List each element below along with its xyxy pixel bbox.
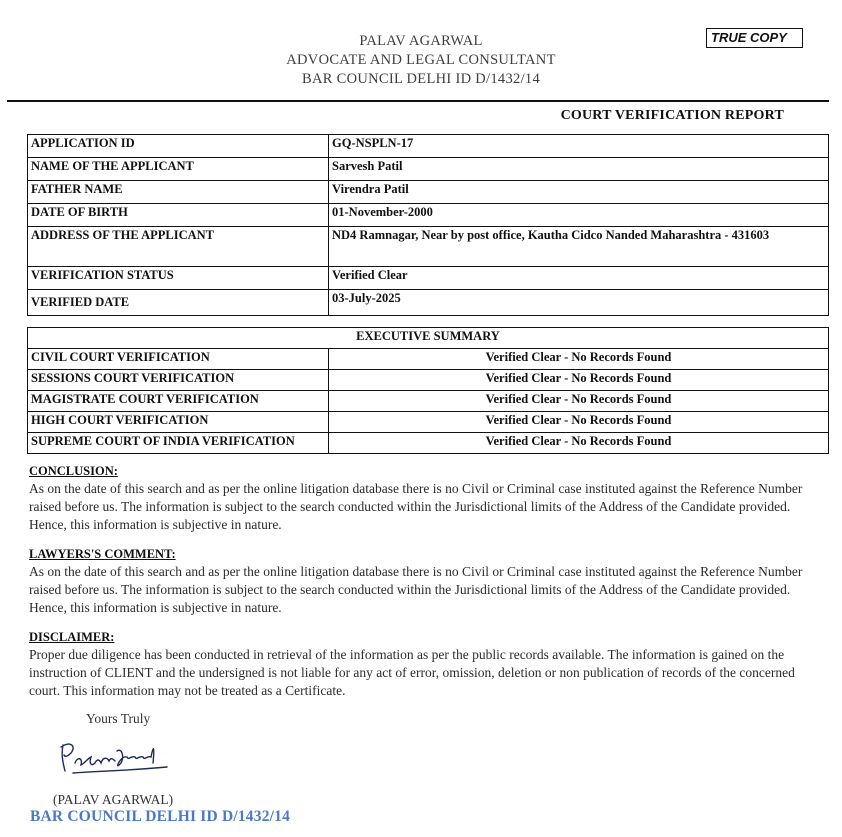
summary-label: SESSIONS COURT VERIFICATION (28, 370, 329, 391)
summary-label: MAGISTRATE COURT VERIFICATION (28, 391, 329, 412)
closing-salutation: Yours Truly (86, 711, 151, 726)
summary-value: Verified Clear - No Records Found (329, 391, 829, 412)
detail-value: 03-July-2025 (329, 290, 829, 316)
summary-value: Verified Clear - No Records Found (329, 370, 829, 391)
table-header-row (28, 328, 829, 349)
advocate-name: PALAV AGARWAL (359, 33, 483, 49)
summary-label: SUPREME COURT OF INDIA VERIFICATION (28, 433, 329, 454)
summary-value: Verified Clear - No Records Found (329, 433, 829, 454)
signatory-bar-council-id: BAR COUNCIL DELHI ID D/1432/14 (30, 808, 291, 825)
detail-value: Verified Clear (329, 267, 829, 290)
detail-label: VERIFIED DATE (28, 290, 329, 316)
table-row (28, 370, 829, 391)
executive-summary-table (27, 327, 829, 454)
lawyers-comment-section (29, 545, 819, 617)
summary-value: Verified Clear - No Records Found (329, 349, 829, 370)
disclaimer-section (29, 628, 819, 700)
table-row (28, 158, 829, 181)
detail-label: APPLICATION ID (28, 135, 329, 158)
lawyers-comment-text: As on the date of this search and as per the online litigation database there is no Civil or Criminal case instituted against the Reference Number raised before us. The information is subject to the search conducted within the Jurisdictional limits of the Address of the Candidate provided. Hence, this information is subjective in nature. (29, 564, 803, 615)
detail-label: FATHER NAME (28, 181, 329, 204)
detail-value: 01-November-2000 (329, 204, 829, 227)
applicant-details-table (27, 134, 829, 316)
summary-value: Verified Clear - No Records Found (329, 412, 829, 433)
table-row (28, 391, 829, 412)
detail-label: NAME OF THE APPLICANT (28, 158, 329, 181)
signatory-name: (PALAV AGARWAL) (53, 792, 174, 807)
handwritten-signature (55, 733, 175, 783)
disclaimer-title: DISCLAIMER: (29, 630, 115, 644)
conclusion-section (29, 462, 819, 534)
advocate-designation: ADVOCATE AND LEGAL CONSULTANT (286, 52, 556, 68)
table-row (28, 290, 829, 316)
header-bar-council-id: BAR COUNCIL DELHI ID D/1432/14 (301, 71, 541, 87)
lawyers-comment-title: LAWYERS'S COMMENT: (29, 547, 176, 561)
summary-heading: EXECUTIVE SUMMARY (28, 328, 829, 349)
table-row (28, 267, 829, 290)
conclusion-title: CONCLUSION: (29, 464, 118, 478)
header-divider (7, 100, 829, 102)
conclusion-text: As on the date of this search and as per the online litigation database there is no Civil or Criminal case instituted against the Reference Number raised before us. The information is subject to the search conducted within the Jurisdictional limits of the Address of the Candidate provided. Hence, this information is subjective in nature. (29, 481, 803, 532)
table-row (28, 181, 829, 204)
table-row (28, 227, 829, 267)
table-row (28, 412, 829, 433)
detail-value: ND4 Ramnagar, Near by post office, Kautha Cidco Nanded Maharashtra - 431603 (329, 227, 829, 267)
true-copy-stamp: TRUE COPY (706, 28, 803, 48)
summary-label: HIGH COURT VERIFICATION (28, 412, 329, 433)
detail-value: Sarvesh Patil (329, 158, 829, 181)
table-row (28, 204, 829, 227)
table-row (28, 135, 829, 158)
report-title-text: COURT VERIFICATION REPORT (560, 108, 784, 123)
disclaimer-text: Proper due diligence has been conducted in retrieval of the information as per the public records available. The information is gained on the instruction of CLIENT and the undersigned is not liable for any act of error, omission, deletion or non publication of records of the concerned court. This information may not be treated as a Certificate. (29, 647, 795, 698)
detail-label: DATE OF BIRTH (28, 204, 329, 227)
detail-label: ADDRESS OF THE APPLICANT (28, 227, 329, 267)
report-title (0, 108, 784, 124)
detail-value: Virendra Patil (329, 181, 829, 204)
table-row (28, 349, 829, 370)
summary-label: CIVIL COURT VERIFICATION (28, 349, 329, 370)
detail-label: VERIFICATION STATUS (28, 267, 329, 290)
detail-value: GQ-NSPLN-17 (329, 135, 829, 158)
table-row (28, 433, 829, 454)
